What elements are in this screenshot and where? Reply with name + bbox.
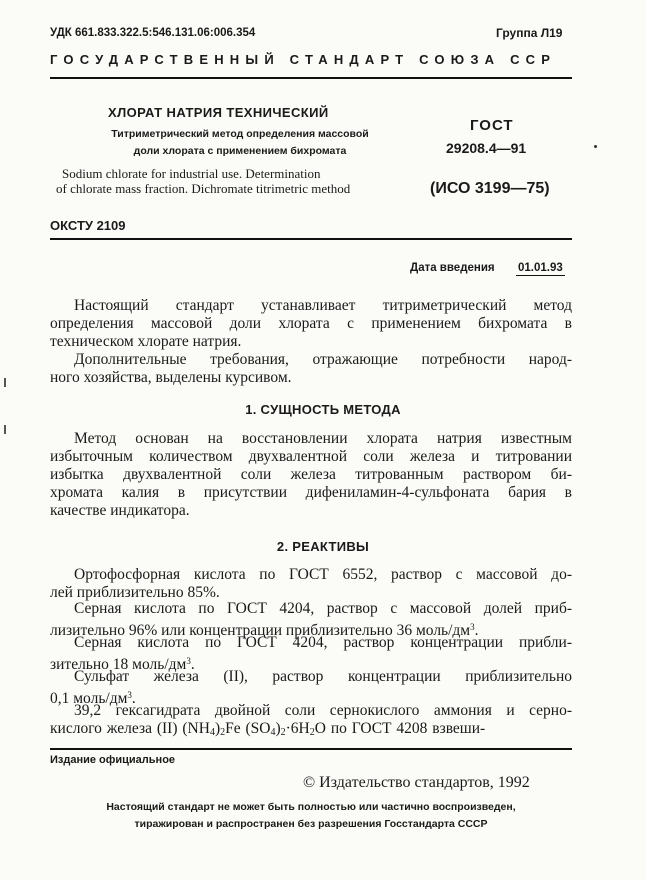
reagent-line: 0,1 моль/$дм^3$. <box>50 690 136 707</box>
intro-line: техническом хлорате натрия. <box>50 333 242 350</box>
intro-line: ного хозяйства, выделены курсивом. <box>50 369 292 386</box>
reagent-5 <box>50 702 572 742</box>
intro-date-label: Дата введения <box>410 262 495 274</box>
reagent-line: зительно 18 моль/$дм^3$. <box>50 656 195 673</box>
intro-date-value: 01.01.93 <box>518 262 563 274</box>
reagent-line: 39,2 гексагидрата двойной соли сернокислого аммония и серно- <box>74 702 572 719</box>
footer-rule <box>50 748 572 750</box>
intro-line: определения массовой доли хлората с применением бихромата в <box>50 315 572 332</box>
okstu-code: ОКСТУ 2109 <box>50 218 126 233</box>
okstu-rule <box>50 238 572 240</box>
iso-number: (ИСО 3199—75) <box>430 180 550 197</box>
group-code: Группа Л19 <box>496 26 563 40</box>
section-1-body <box>50 430 572 520</box>
reagent-line: Ортофосфорная кислота по ГОСТ 6552, раствор с массовой до- <box>74 566 572 583</box>
scan-mark <box>4 378 6 387</box>
english-title-2: of chlorate mass fraction. Dichromate titrimetric method <box>56 181 351 196</box>
section-1-line: Метод основан на восстановлении хлората натрия известным <box>74 430 572 447</box>
reagent-1 <box>50 566 572 602</box>
section-1-heading: 1. СУЩНОСТЬ МЕТОДА <box>245 402 401 417</box>
doc-subtitle-2: доли хлората с применением бихромата <box>133 145 347 157</box>
reagent-line: лизительно 96% или концентрации приблизительно 36 моль/$дм^3$. <box>50 622 479 639</box>
official-edition: Издание официальное <box>50 754 176 766</box>
doc-title: ХЛОРАТ НАТРИЯ ТЕХНИЧЕСКИЙ <box>108 105 329 120</box>
gost-label: ГОСТ <box>470 117 514 134</box>
reproduction-notice-2: тиражирован и распространен без разрешения Госстандарта СССР <box>134 818 488 830</box>
section-2-heading: 2. РЕАКТИВЫ <box>276 539 370 554</box>
gost-number: 29208.4—91 <box>446 140 527 156</box>
english-title-1: Sodium chlorate for industrial use. Determination <box>62 166 321 181</box>
udk-code: УДК 661.833.322.5:546.131.06:006.354 <box>50 27 256 39</box>
section-1-line: хромата калия в присутствии дифениламин-4-сульфоната бария в <box>50 484 572 501</box>
section-1-line: избыточным количеством двухвалентной соли железа и титровании <box>50 448 572 465</box>
intro-paragraph-1 <box>50 297 572 351</box>
section-1-line: качестве индикатора. <box>50 502 190 519</box>
section-1-line: избытка двухвалентной соли железа титрованным раствором би- <box>50 466 572 483</box>
intro-line: Дополнительные требования, отражающие потребности народ- <box>74 351 572 368</box>
scan-mark <box>4 425 6 434</box>
reagent-line: Серная кислота по ГОСТ 4204, раствор с массовой долей приб- <box>74 600 572 617</box>
reagent-line: Серная кислота по ГОСТ 4204, раствор концентрации прибли- <box>74 634 572 651</box>
margin-speck <box>594 145 597 148</box>
intro-paragraph-2 <box>50 351 572 387</box>
standard-banner: ГОСУДАРСТВЕННЫЙ СТАНДАРТ СОЮЗА ССР <box>50 52 557 67</box>
doc-subtitle-1: Титриметрический метод определения массовой <box>111 128 369 140</box>
reproduction-notice-1: Настоящий стандарт не может быть полностью или частично воспроизведен, <box>106 801 516 813</box>
copyright-notice: © Издательство стандартов, 1992 <box>303 774 530 791</box>
reagent-line: лей приблизительно 85%. <box>50 584 220 601</box>
reagent-line: Сульфат железа (II), раствор концентрации приблизительно <box>74 668 572 685</box>
reagent-line: кислого железа (II) $(NH_4)_2Fe$ $(SO_4)_2\cdot 6H_2O$ по ГОСТ 4208 взвеши- <box>50 720 486 738</box>
intro-line: Настоящий стандарт устанавливает титриметрический метод <box>74 297 572 314</box>
banner-rule <box>50 77 572 79</box>
